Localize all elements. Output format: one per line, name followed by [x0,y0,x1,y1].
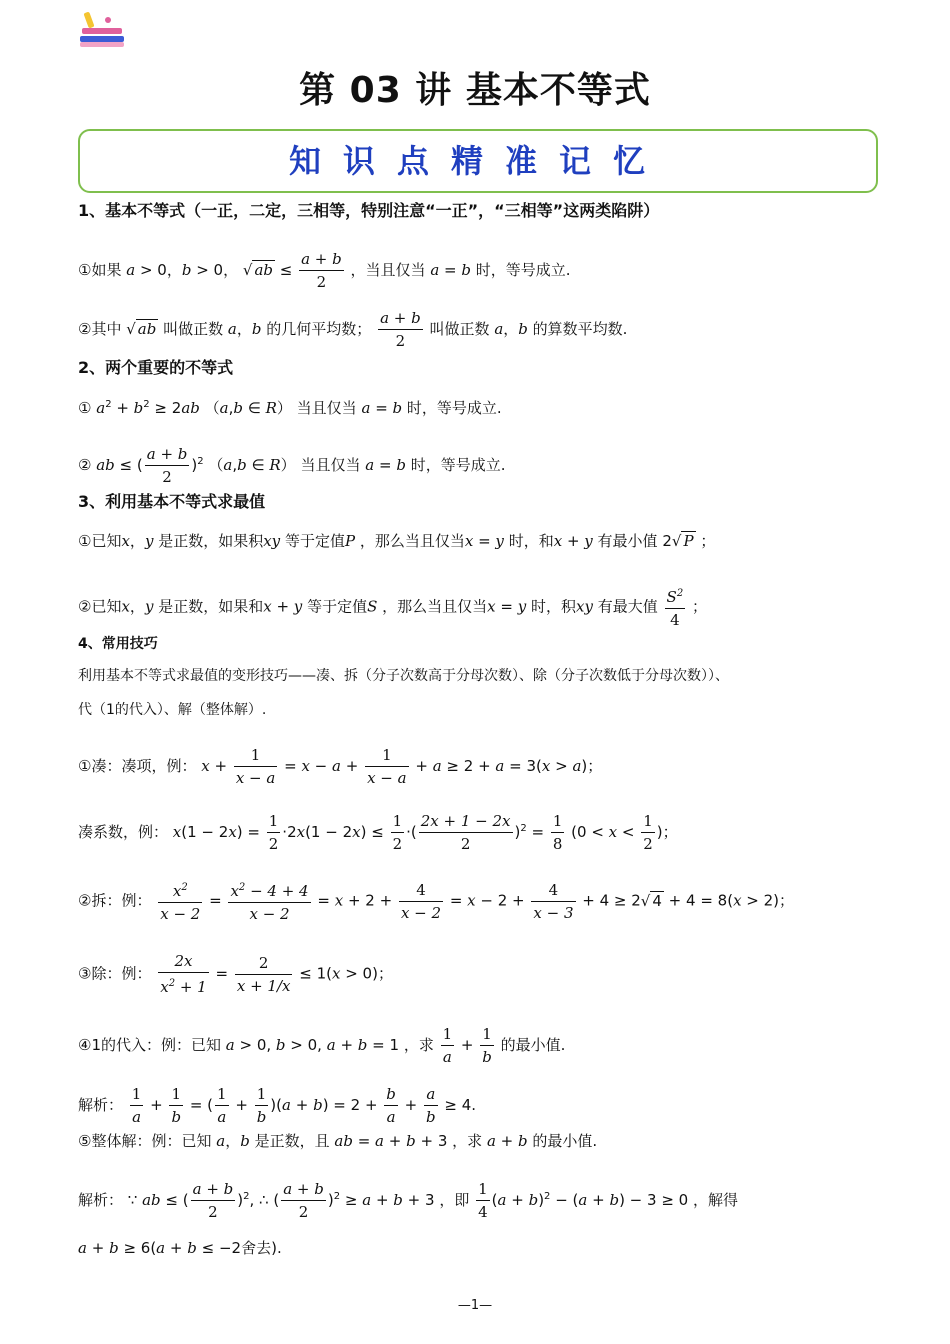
section-banner: 知识点精准记忆 [78,129,878,193]
s4-example-2: 凑系数，例： x(1 − 2x) = $\frac{1}{2}$ ·2x(1 − 2x) ≤ $\frac{1}{2}$ ·( $\frac{2x + 1 - 2x}{2}$ )$^2$ = $\frac{1}{8}$ (0 < x < $\frac{1}{2}$ )； [78,812,678,853]
s4-intro-2: 代（1的代入）、解（整体解）. [78,702,267,718]
s4-intro-1: 利用基本不等式求最值的变形技巧——凑、拆（分子次数高于分母次数）、除（分子次数低于分母次数））、 [78,668,729,684]
s1-item-1: ①如果 a > 0，b > 0， √ ab ≤ $\frac{a + b}{2}$ ，当且仅当 a = b 时，等号成立. [78,250,571,291]
books-logo-icon [78,8,128,50]
s3-item-1: ①已知x，y 是正数，如果积xy 等于定值P ，那么当且仅当x = y 时，和x + y 有最小值 2√ P ； [78,532,716,550]
s2-item-2: ② ab ≤ ( $\frac{a + b}{2}$ )$^2$ （a,b ∈ R） 当且仅当 a = b 时，等号成立. [78,445,506,486]
s4-example-3: ②拆：例： $\frac{x^2}{x - 2}$ = $\frac{x^2 - 4 + 4}{x - 2}$ = x + 2 + $\frac{4}{x - 2}$ = x − 2 + $\frac{4}{x - 3}$ + 4 ≥ 2√ 4 + 4 = 8(x > 2)； [78,877,794,925]
sqrt-ab: √ ab [242,261,273,279]
s2-item-1: ① $a^2 + b^2 \ge 2ab$ （a,b ∈ R） 当且仅当 a = b 时，等号成立. [78,399,502,417]
s1-item-2: ②其中 √ ab 叫做正数 a，b 的几何平均数； $\frac{a + b}{2}$ 叫做正数 a，b 的算数平均数. [78,309,628,350]
fraction-a-plus-b-over-2: $\frac{a + b}{2}$ [301,250,342,291]
s4-example-4: ③除：例： $\frac{2x}{x^2 + 1}$ = $\frac{2}{x + 1/x}$ ≤ 1(x > 0)； [78,952,393,996]
s4-example-5: ④1的代入：例：已知 a > 0, b > 0, a + b = 1 ，求 $\frac{1}{a}$ + $\frac{1}{b}$ 的最小值. [78,1025,566,1066]
s3-item-2: ②已知x，y 是正数，如果和x + y 等于定值S ，那么当且仅当x = y 时，积xy 有最大值 $\frac{S^2}{4}$ ； [78,583,707,631]
section-4-heading: 4、常用技巧 [78,636,158,652]
page-title: 第 03 讲 基本不等式 [299,70,651,111]
section-1-heading: 1、基本不等式（一正，二定，三相等，特别注意“一正”，“三相等”这两类陷阱） [78,201,660,220]
s4-example-1: ①凑：凑项，例： x + $\frac{1}{x - a}$ = x − a + $\frac{1}{x - a}$ + a ≥ 2 + a = 3(x > a)； [78,746,603,787]
section-3-heading: 3、利用基本不等式求最值 [78,492,266,511]
s4-analysis-5: 解析： $\frac{1}{a}$ + $\frac{1}{b}$ = ( $\frac{1}{a}$ + $\frac{1}{b}$ )(a + b) = 2 + $\frac{b}{a}$ + $\frac{a}{b}$ ≥ 4. [78,1085,477,1126]
page-number: —1— [457,1298,493,1313]
section-2-heading: 2、两个重要的不等式 [78,358,234,377]
s4-conclusion-6: a + b ≥ 6(a + b ≤ −2舍去). [78,1239,282,1257]
s4-analysis-6: 解析： ∵ ab ≤ ( $\frac{a + b}{2}$ )$^2$, ∴ ( $\frac{a + b}{2}$ )$^2$ ≥ a + b + 3 ，即 $\frac{1}{4}$ $(a + b)^2 - (a + b) - 3 \ge 0$ ，解得 [78,1180,738,1221]
s4-example-6: ⑤整体解：例：已知 a，b 是正数，且 ab = a + b + 3 ，求 a + b 的最小值. [78,1132,598,1150]
